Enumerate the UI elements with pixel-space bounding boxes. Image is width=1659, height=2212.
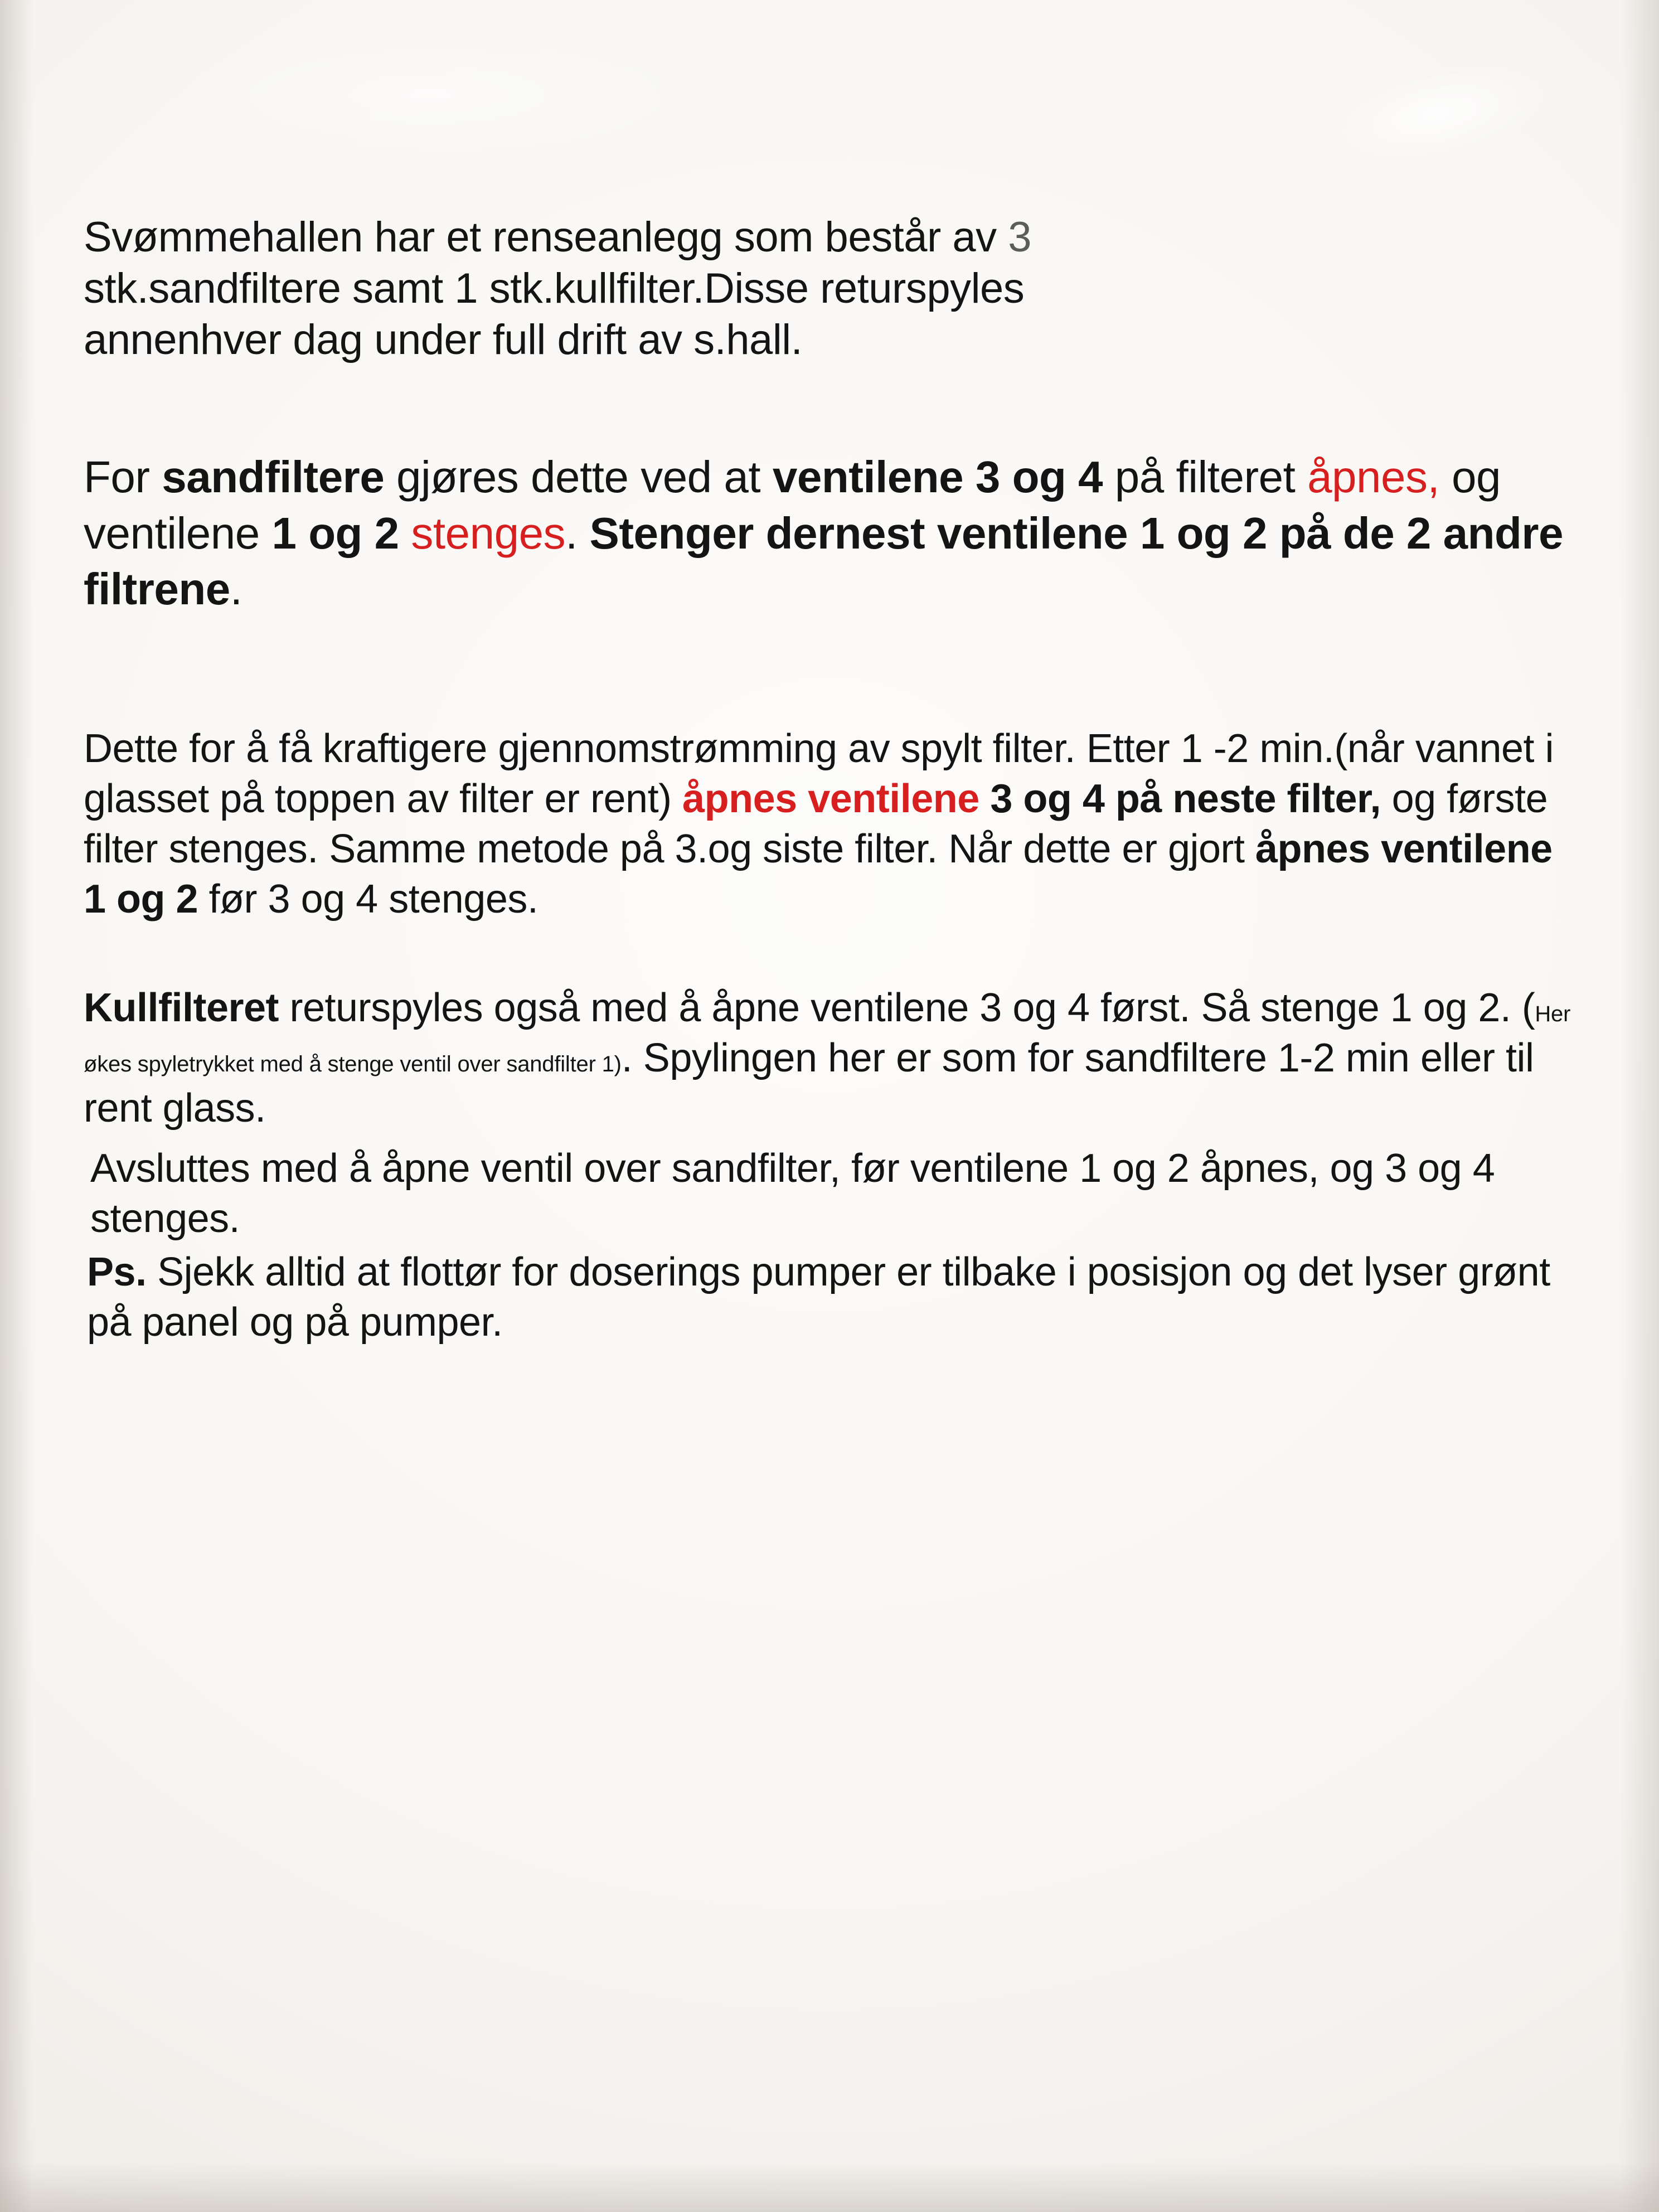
sand-bold-ventilene-3-4: ventilene 3 og 4 <box>772 452 1103 502</box>
avslutt-text: Avsluttes med å åpne ventil over sandfilter, før ventilene 1 og 2 åpnes, og 3 og 4 stenges. <box>90 1146 1495 1241</box>
paragraph-flow-explanation <box>84 724 1575 924</box>
kull-bold-kullfilteret: Kullfilteret <box>84 986 279 1031</box>
sand-text-3: på filteret <box>1103 452 1308 502</box>
dette-text-1: Dette for å få kraftigere gjennomstrømming av spylt filter. Etter 1 -2 min.(når vannet i glasset på toppen av filter er rent) <box>84 726 1554 822</box>
intro-line-2: stk.sandfiltere samt 1 stk.kullfilter.Disse returspyles <box>84 264 1025 312</box>
sand-bold-1-og-2: 1 og 2 <box>271 508 399 558</box>
document-text-body <box>84 212 1575 1347</box>
dette-text-4: før 3 og 4 stenges. <box>198 877 539 922</box>
sand-text-1: For <box>84 452 162 502</box>
sand-text-4: og ventilene <box>84 452 1501 558</box>
paragraph-kullfilter-procedure <box>84 983 1575 1133</box>
kull-text-1: returspyles også med å åpne ventilene 3 og 4 først. Så stenge 1 og 2. ( <box>279 986 1535 1031</box>
dette-text-3: og første filter stenges. Samme metode på 3.og siste filter. Når dette er gjort <box>84 777 1548 872</box>
dette-bold-apnes-ventilene-1-og-2: åpnes ventilene 1 og 2 <box>84 827 1553 922</box>
intro-line-3: annenhver dag under full drift av s.hall. <box>84 316 803 363</box>
ps-text: Sjekk alltid at flottør for doserings pumper er tilbake i posisjon og det lyser grønt på panel og på pumper. <box>87 1250 1550 1345</box>
kull-text-2: . Spylingen her er som for sandfiltere 1-2 min eller til rent glass. <box>84 1036 1534 1131</box>
paragraph-sandfilter-procedure <box>84 449 1575 618</box>
sand-text-5 <box>399 508 411 558</box>
sand-bold-sandfiltere: sandfiltere <box>162 452 385 502</box>
dette-bold-3-og-4-neste-filter: 3 og 4 på neste filter, <box>990 777 1381 822</box>
dette-text-2 <box>979 777 991 821</box>
edge-shadow-left <box>0 0 33 2212</box>
dette-red-apnes-ventilene: åpnes ventilene <box>682 777 979 822</box>
kull-small-note: Her økes spyletrykket med å stenge ventil over sandfilter 1) <box>84 1002 1571 1077</box>
glare-highlight-top-left <box>178 33 680 156</box>
ps-bold-label: Ps. <box>87 1250 147 1295</box>
paragraph-closing-procedure <box>84 1143 1575 1244</box>
paragraph-intro <box>84 212 1575 366</box>
edge-shadow-right <box>1620 0 1659 2212</box>
sand-bold-stenger-dernest: Stenger dernest ventilene 1 og 2 på de 2 andre filtrene <box>84 508 1563 614</box>
intro-sandfilter-count: 3 <box>1008 214 1032 261</box>
sand-text-6: . <box>565 508 590 558</box>
paragraph-ps-note <box>84 1247 1575 1347</box>
edge-shadow-bottom <box>0 2162 1659 2212</box>
sand-red-apnes: åpnes, <box>1307 452 1440 502</box>
intro-line-1: Svømmehallen har et renseanlegg som består av <box>84 214 1008 261</box>
sand-red-stenges: stenges <box>411 508 566 558</box>
sand-text-2: gjøres dette ved at <box>384 452 773 502</box>
sand-text-7: . <box>230 564 242 614</box>
glare-highlight-top-right <box>1312 43 1560 185</box>
